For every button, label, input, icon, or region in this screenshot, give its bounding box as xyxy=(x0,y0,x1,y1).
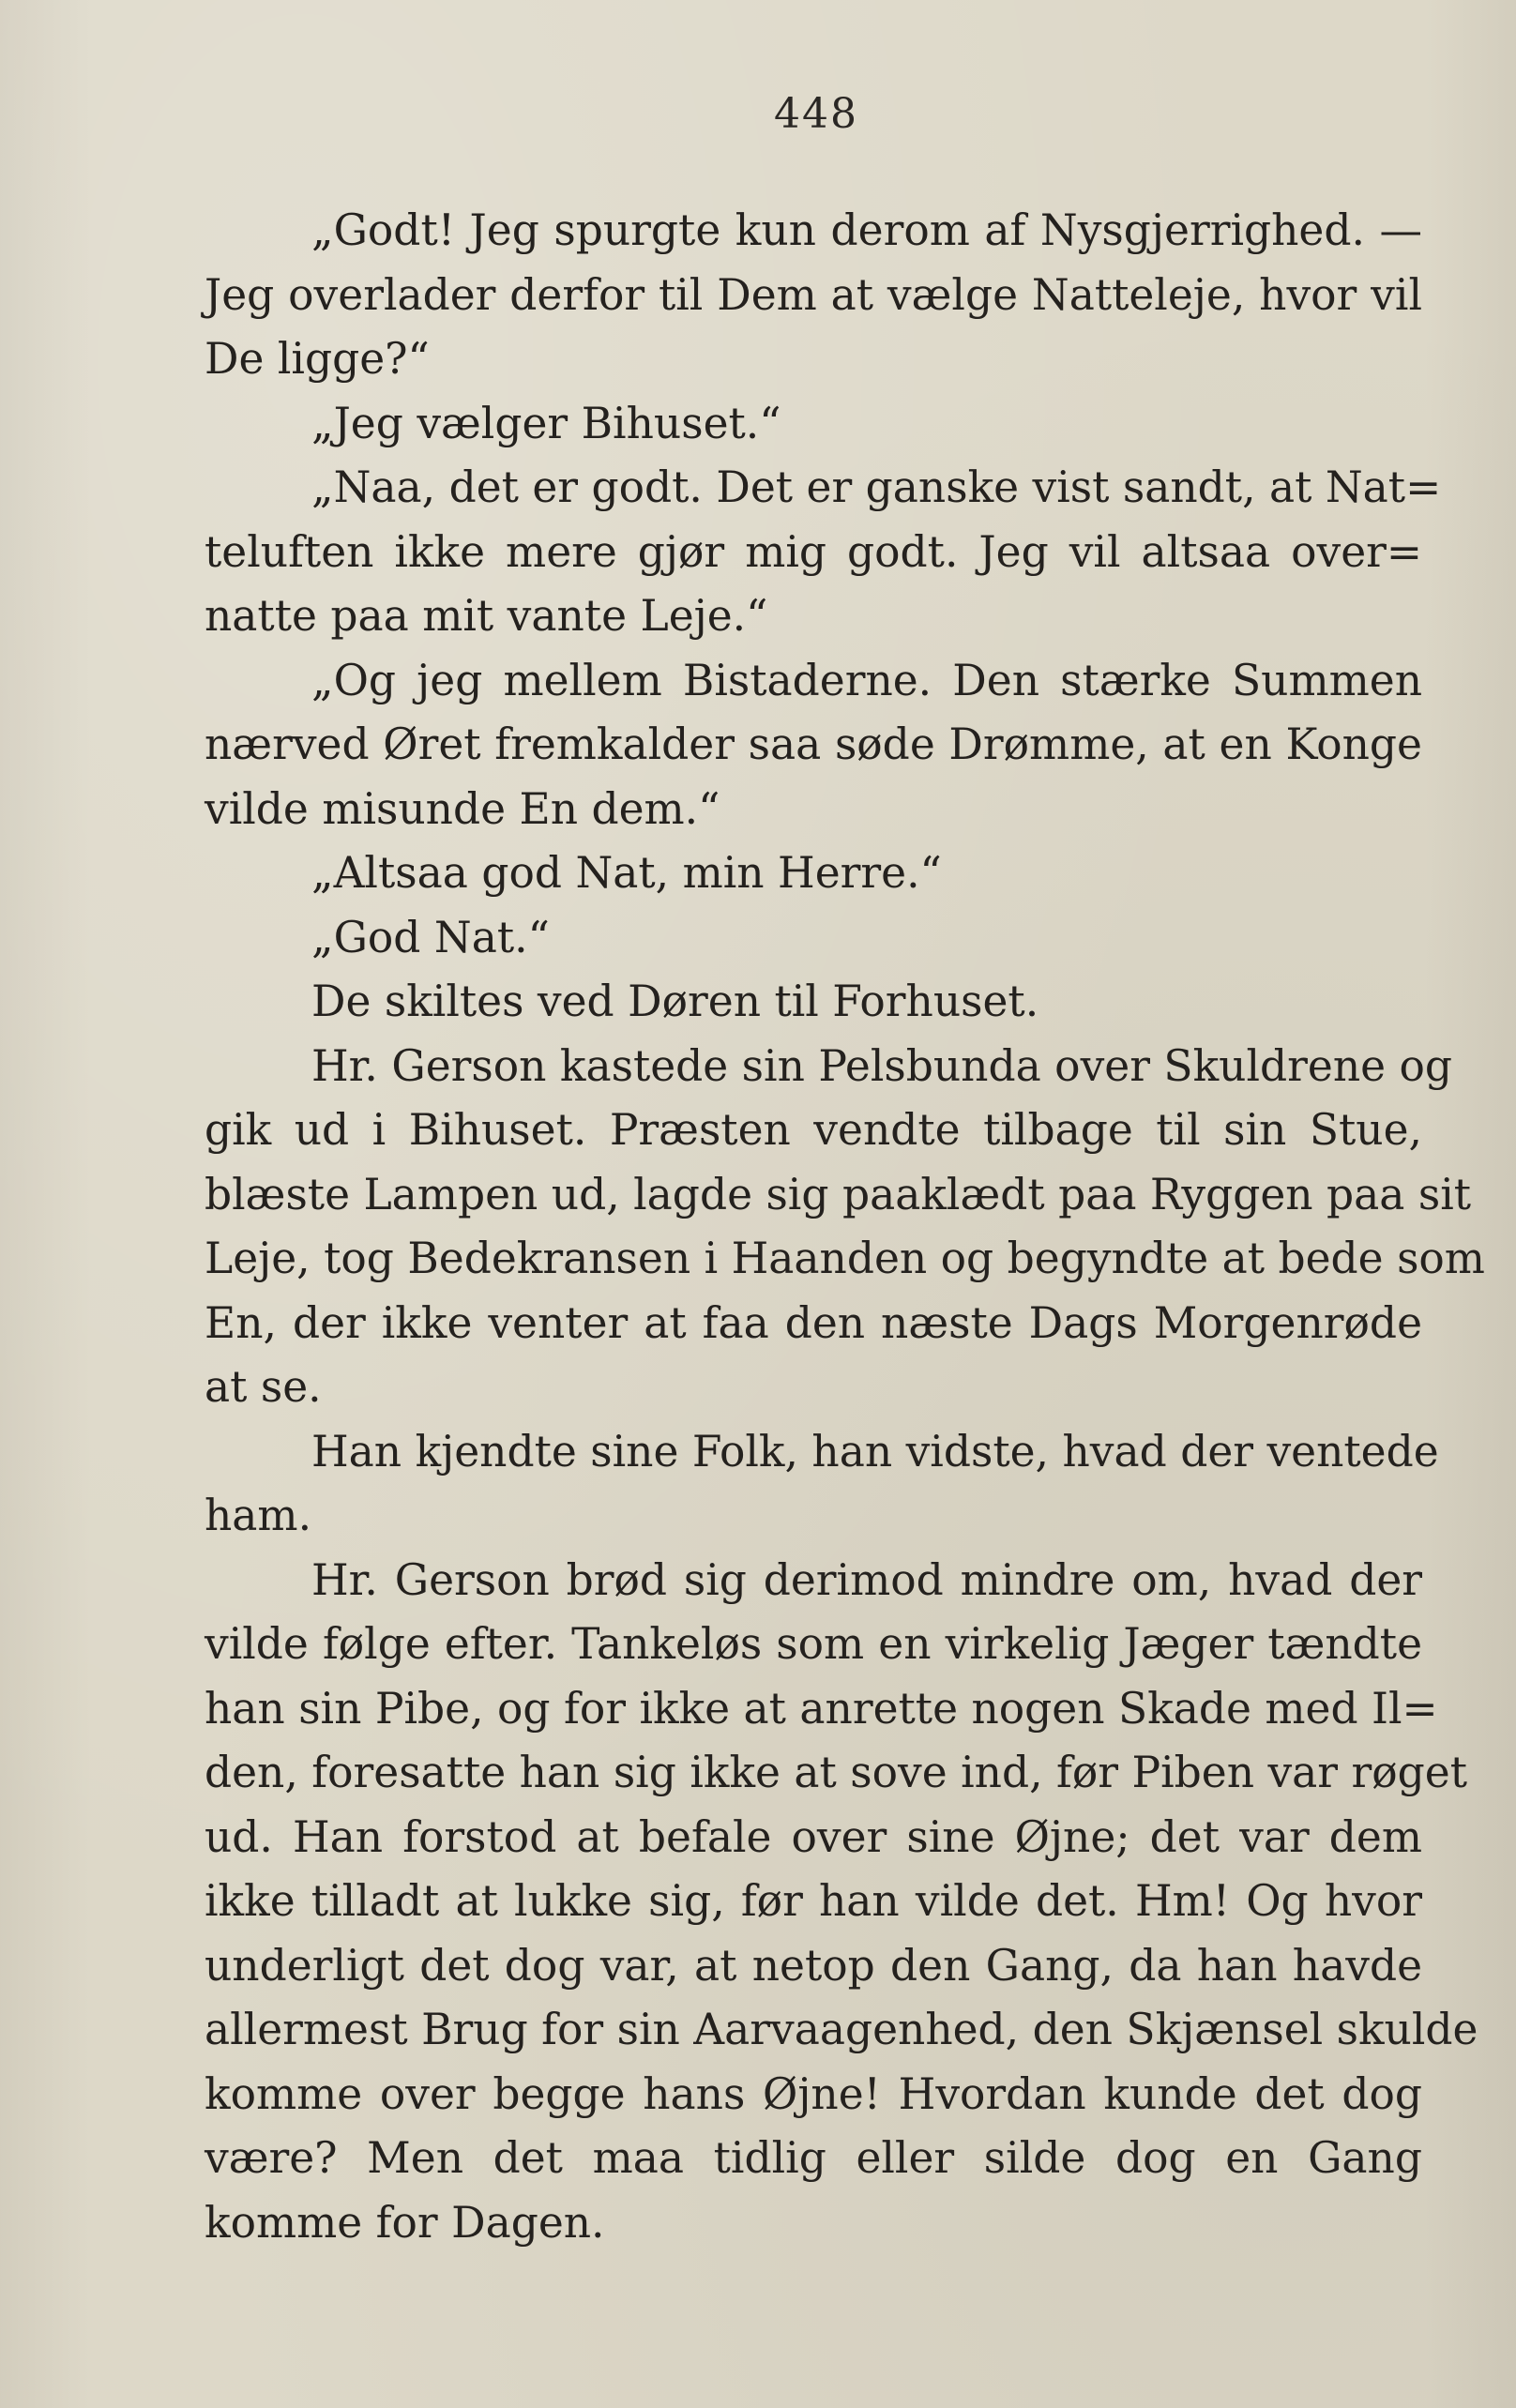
text-line: at se. xyxy=(205,1362,322,1412)
text-line: vilde følge efter. Tankeløs som en virkelig Jæger tændte xyxy=(205,1619,1422,1669)
text-line: blæste Lampen ud, lagde sig paaklædt paa Ryggen paa sit xyxy=(205,1169,1472,1219)
text-line: vilde misunde En dem.“ xyxy=(205,783,720,834)
text-line: ikke tilladt at lukke sig, før han vilde det. Hm! Og hvor xyxy=(205,1876,1422,1926)
text-line: natte paa mit vante Leje.“ xyxy=(205,591,768,641)
text-line: En, der ikke venter at faa den næste Dags Morgenrøde xyxy=(205,1297,1422,1348)
text-line: komme for Dagen. xyxy=(205,2197,605,2248)
text-line: teluften ikke mere gjør mig godt. Jeg vil altsaa over= xyxy=(205,526,1422,577)
text-line: „God Nat.“ xyxy=(311,912,550,962)
text-line: være? Men det maa tidlig eller silde dog en Gang xyxy=(205,2133,1422,2183)
text-line: den, foresatte han sig ikke at sove ind, før Piben var røget xyxy=(205,1748,1467,1797)
text-line: gik ud i Bihuset. Præsten vendte tilbage til sin Stue, xyxy=(205,1105,1422,1155)
text-line: nærved Øret fremkalder saa søde Drømme, at en Konge xyxy=(205,719,1422,769)
text-line: „Jeg vælger Bihuset.“ xyxy=(311,398,781,448)
text-line: underligt det dog var, at netop den Gang, da han havde xyxy=(205,1940,1422,1991)
text-line: „Naa, det er godt. Det er ganske vist sandt, at Nat= xyxy=(311,462,1442,512)
text-line: komme over begge hans Øjne! Hvordan kunde det dog xyxy=(205,2068,1422,2119)
text-line: De skiltes ved Døren til Forhuset. xyxy=(311,977,1039,1026)
text-line: Han kjendte sine Folk, han vidste, hvad der ventede xyxy=(311,1426,1439,1477)
text-line: „Altsaa god Nat, min Herre.“ xyxy=(311,848,942,898)
text-line: „Godt! Jeg spurgte kun derom af Nysgjerrighed. — xyxy=(311,205,1422,255)
text-line: Hr. Gerson brød sig derimod mindre om, hvad der xyxy=(311,1554,1422,1605)
text-line: „Og jeg mellem Bistaderne. Den stærke Summen xyxy=(311,655,1422,705)
text-line: ham. xyxy=(205,1491,312,1540)
text-line: Leje, tog Bedekransen i Haanden og begyndte at bede som xyxy=(205,1234,1485,1283)
text-line: han sin Pibe, og for ikke at anrette nogen Skade med Il= xyxy=(205,1683,1438,1734)
text-line: allermest Brug for sin Aarvaagenhed, den Skjænsel skulde xyxy=(205,2005,1478,2054)
text-line: De ligge?“ xyxy=(205,334,430,384)
page-number: 448 xyxy=(774,90,858,138)
text-line: Hr. Gerson kastede sin Pelsbunda over Skuldrene og xyxy=(311,1040,1453,1091)
body-text xyxy=(205,199,1485,2255)
text-line: Jeg overlader derfor til Dem at vælge Natteleje, hvor vil xyxy=(205,269,1422,320)
text-line: ud. Han forstod at befale over sine Øjne; det var dem xyxy=(205,1811,1422,1862)
